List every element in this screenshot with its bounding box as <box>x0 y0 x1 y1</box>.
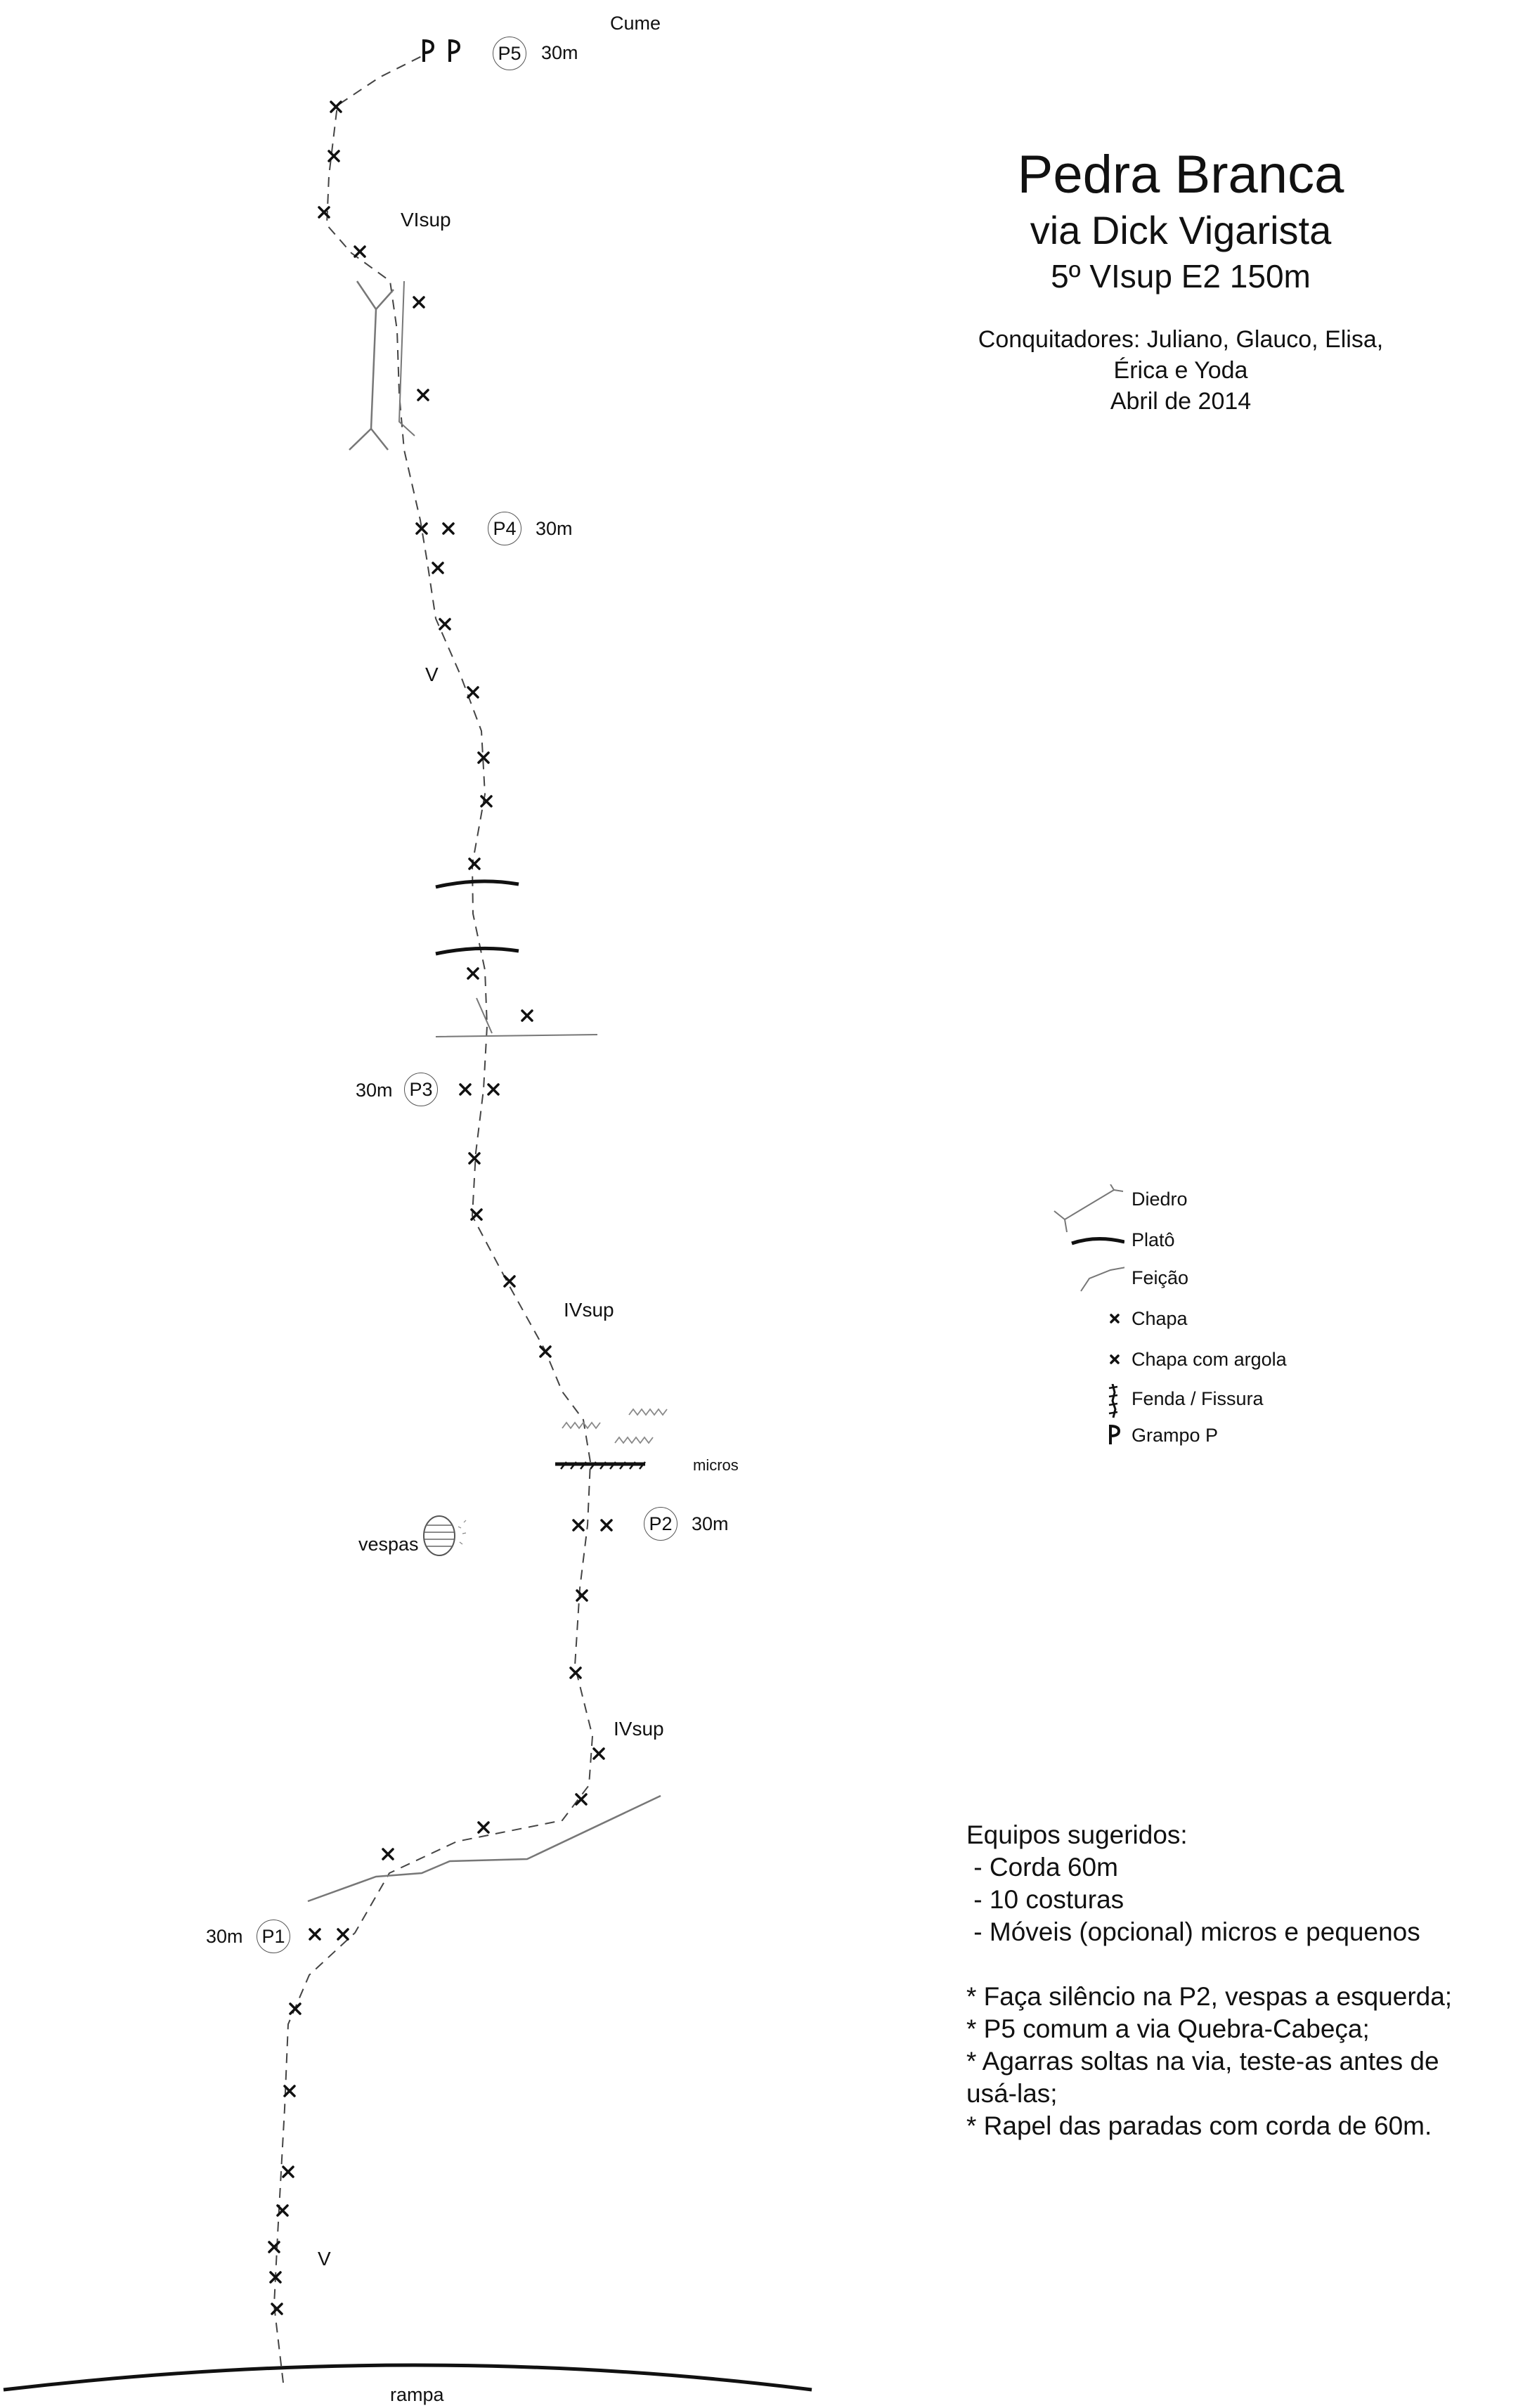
bolt-icon <box>469 1153 479 1163</box>
legend-bolt-label: Chapa <box>1132 1308 1188 1329</box>
route-grade: 5º VIsup E2 150m <box>1051 258 1311 294</box>
gear-title: Equipos sugeridos: <box>966 1820 1188 1849</box>
p-staple-icon <box>1047 1420 1124 1451</box>
bolt-icon <box>576 1794 586 1804</box>
crack-icon <box>1047 1384 1124 1426</box>
bolt-icon <box>310 1929 320 1939</box>
title-block <box>886 144 1476 417</box>
legend-bolt-ring <box>1047 1345 1413 1375</box>
bolt-icon <box>460 1085 470 1094</box>
tip-item: * Rapel das paradas com corda de 60m. <box>966 2111 1432 2140</box>
feature-line-p1 <box>308 1796 661 1901</box>
belay-p5-length: 30m <box>541 42 578 63</box>
micros-label: micros <box>693 1456 739 1474</box>
route-name: via Dick Vigarista <box>1030 208 1332 252</box>
belay-p4-length: 30m <box>536 518 573 539</box>
wasps-label: vespas <box>358 1534 419 1555</box>
legend-dihedral <box>1047 1184 1413 1215</box>
bolt-icon <box>433 563 443 573</box>
bolt-icon <box>540 1347 550 1357</box>
belay-p1-length: 30m <box>206 1926 243 1947</box>
feature-line-p3 <box>436 998 597 1037</box>
bolt-ring-icon <box>1047 1345 1124 1375</box>
tip-item: usá-las; <box>966 2079 1058 2108</box>
grade-pitch5: VIsup <box>401 209 451 231</box>
bolt-icon <box>481 796 491 806</box>
dihedral-feature <box>349 281 394 450</box>
crag-title: Pedra Branca <box>1017 145 1344 205</box>
credits-line-1: Conquitadores: Juliano, Glauco, Elisa, <box>978 326 1384 353</box>
bolt-markers <box>269 102 611 2314</box>
micros-roof <box>555 1462 645 1469</box>
tip-item: * P5 comum a via Quebra-Cabeça; <box>966 2014 1370 2043</box>
bolt-icon <box>468 687 478 697</box>
bolt-icon <box>469 859 479 869</box>
bolt-icon <box>479 1823 488 1832</box>
credits-line-2: Érica e Yoda <box>1113 357 1248 384</box>
ledge-upper <box>436 881 519 887</box>
legend-feature-label: Feição <box>1132 1267 1189 1288</box>
bolt-icon <box>338 1929 348 1939</box>
grade-pitch4: V <box>425 664 439 685</box>
notes-block <box>966 1819 1452 2142</box>
gear-item: - Corda 60m <box>966 1853 1118 1882</box>
bolt-icon <box>468 969 478 978</box>
summit-label: Cume <box>610 13 661 34</box>
bolt-icon <box>355 247 365 257</box>
bolt-icon <box>331 102 341 112</box>
legend-staple <box>1047 1420 1413 1451</box>
grade-pitch2: IVsup <box>614 1718 664 1740</box>
bolt-icon <box>602 1520 611 1530</box>
tip-item: * Faça silêncio na P2, vespas a esquerda; <box>966 1982 1453 2011</box>
bolt-icon <box>272 2304 282 2314</box>
route-line <box>274 56 592 2383</box>
bolt-icon <box>522 1011 532 1021</box>
legend-crack-label: Fenda / Fissura <box>1132 1388 1264 1409</box>
dihedral-edge <box>399 281 415 436</box>
wasp-nest-icon <box>424 1516 466 1555</box>
bolt-icon <box>440 619 450 629</box>
bolt-icon <box>488 1085 498 1094</box>
bolt-icon <box>571 1668 581 1678</box>
belay-p3-length: 30m <box>356 1080 393 1101</box>
gear-item: - 10 costuras <box>966 1885 1124 1914</box>
bolt-icon <box>283 2167 293 2177</box>
legend-staple-label: Grampo P <box>1132 1425 1219 1446</box>
belay-p4: P4 <box>488 512 521 545</box>
credits-line-3: Abril de 2014 <box>1110 388 1252 415</box>
legend-bolt <box>1047 1304 1413 1335</box>
p-staple-icon <box>424 41 459 62</box>
ledge-lower <box>436 948 519 954</box>
bolt-icon <box>418 390 428 400</box>
bolt-icon <box>414 297 424 307</box>
legend-feature <box>1047 1263 1413 1294</box>
crack-group <box>562 1409 667 1443</box>
legend-ledge-label: Platô <box>1132 1229 1175 1250</box>
bolt-icon <box>573 1520 583 1530</box>
base-label: rampa <box>390 2384 444 2405</box>
bolt-icon <box>329 151 339 161</box>
credits <box>886 324 1476 417</box>
bolt-icon <box>594 1749 604 1759</box>
bolt-icon <box>290 2004 300 2014</box>
ledge-icon <box>1047 1225 1124 1256</box>
feature-icon <box>1047 1263 1124 1294</box>
gear-item: - Móveis (opcional) micros e pequenos <box>966 1917 1420 1946</box>
belay-p2-length: 30m <box>692 1513 729 1534</box>
bolt-icon <box>443 524 453 533</box>
grade-pitch3: IVsup <box>564 1299 614 1321</box>
belay-p5: P5 <box>493 37 526 70</box>
bolt-icon <box>285 2086 294 2096</box>
grade-pitch1: V <box>318 2248 331 2270</box>
bolt-icon <box>577 1591 587 1600</box>
bolt-icon <box>383 1849 393 1859</box>
belay-p3: P3 <box>404 1073 438 1106</box>
legend-ledge <box>1047 1225 1413 1256</box>
tip-item: * Agarras soltas na via, teste-as antes de <box>966 2047 1439 2076</box>
bolt-icon <box>1047 1304 1124 1335</box>
legend-bolt-ring-label: Chapa com argola <box>1132 1349 1287 1370</box>
legend-crack <box>1047 1384 1413 1415</box>
belay-p2: P2 <box>644 1507 678 1541</box>
bolt-icon <box>505 1276 514 1286</box>
legend-dihedral-label: Diedro <box>1132 1189 1188 1210</box>
belay-p1: P1 <box>257 1920 290 1953</box>
